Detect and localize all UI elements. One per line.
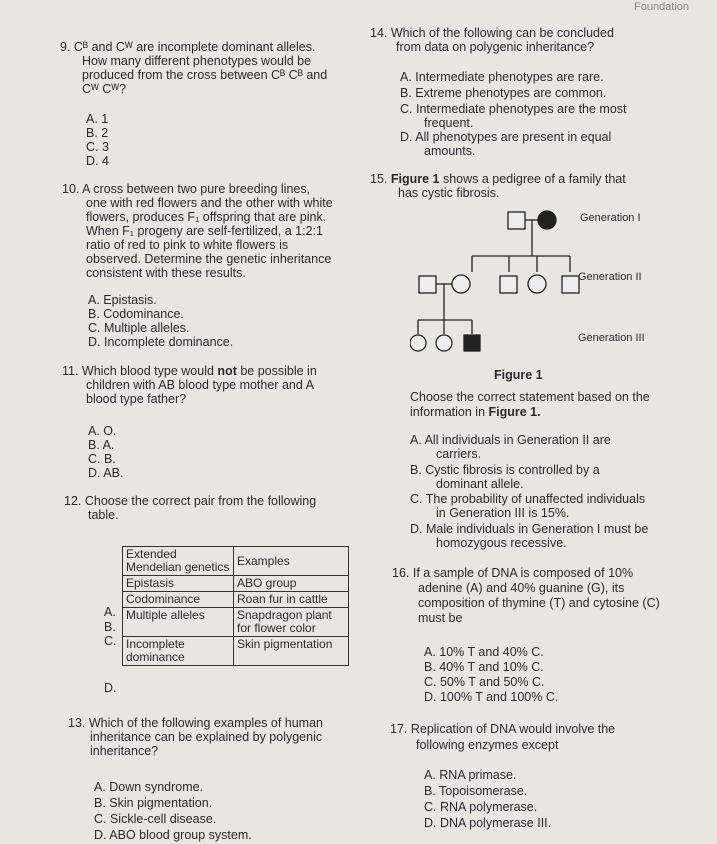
q9-line: 9. Cᴮ and Cᵂ are incomplete dominant alleles. bbox=[60, 40, 316, 54]
q16-option[interactable]: B. 40% T and 10% C. bbox=[424, 660, 544, 674]
table-header-row bbox=[123, 547, 349, 576]
q15-line: has cystic fibrosis. bbox=[398, 186, 500, 200]
q10-line: 10. A cross between two pure breeding lines, bbox=[62, 182, 311, 196]
q13-option[interactable]: A. Down syndrome. bbox=[94, 780, 204, 794]
q15-option[interactable]: A. All individuals in Generation II are bbox=[410, 433, 611, 447]
q10-line: consistent with these results. bbox=[86, 266, 246, 280]
pedigree-female-gen2 bbox=[452, 275, 470, 293]
q10-line: When F₁ progeny are self-fertilized, a 1:2:1 bbox=[86, 224, 323, 238]
q10-line: ratio of red to pink to white flowers is bbox=[86, 238, 289, 252]
q17-option[interactable]: B. Topoisomerase. bbox=[424, 784, 528, 798]
q15-option[interactable]: carriers. bbox=[436, 447, 482, 461]
q12-option-letter[interactable]: A. bbox=[104, 605, 116, 619]
q15-option[interactable]: dominant allele. bbox=[436, 477, 524, 491]
q9-line: produced from the cross between Cᴮ Cᴮ and bbox=[82, 68, 328, 82]
table-cell: Skin pigmentation bbox=[234, 637, 349, 666]
generation-label: Generation III bbox=[578, 332, 645, 344]
q11-option[interactable]: B. A. bbox=[88, 438, 115, 452]
q16-option[interactable]: C. 50% T and 50% C. bbox=[424, 675, 545, 689]
q10-option[interactable]: C. Multiple alleles. bbox=[88, 321, 190, 335]
table-header-cell: Examples bbox=[234, 547, 349, 576]
table-row bbox=[123, 576, 349, 592]
pedigree-female-gen3 bbox=[410, 335, 426, 351]
q14-option[interactable]: A. Intermediate phenotypes are rare. bbox=[400, 70, 604, 84]
q15-line: 15. Figure 1 shows a pedigree of a family that bbox=[370, 172, 626, 186]
q12-option-letter[interactable]: B. bbox=[104, 620, 116, 634]
table-cell: Snapdragon plant for flower color bbox=[234, 608, 349, 637]
q11-line: children with AB blood type mother and A bbox=[86, 378, 314, 392]
generation-label: Generation I bbox=[580, 212, 641, 224]
pedigree-female-gen2 bbox=[528, 275, 546, 293]
q13-line: inheritance can be explained by polygenic bbox=[90, 730, 323, 744]
q12-option-letter[interactable]: D. bbox=[104, 681, 117, 695]
table-cell: Incomplete dominance bbox=[123, 637, 234, 666]
table-header-cell: Extended Mendelian genetics bbox=[123, 547, 234, 576]
pedigree-spouse-gen2 bbox=[419, 276, 436, 293]
q15-prompt: Choose the correct statement based on the bbox=[410, 390, 650, 404]
q14-option[interactable]: amounts. bbox=[424, 144, 476, 158]
table-cell: Roan fur in cattle bbox=[234, 592, 349, 608]
figure-caption: Figure 1 bbox=[494, 368, 543, 382]
pedigree-affected-male-gen3 bbox=[464, 335, 480, 351]
q17-option[interactable]: C. RNA polymerase. bbox=[424, 800, 538, 814]
q11-line: blood type father? bbox=[86, 392, 187, 406]
q13-line: inheritance? bbox=[90, 744, 159, 758]
q10-line: observed. Determine the genetic inheritance bbox=[86, 252, 332, 266]
q17-option[interactable]: A. RNA primase. bbox=[424, 768, 517, 782]
q17-line: following enzymes except bbox=[416, 738, 559, 752]
q15-option[interactable]: C. The probability of unaffected individuals bbox=[410, 492, 646, 506]
q14-option[interactable]: D. All phenotypes are present in equal bbox=[400, 130, 612, 144]
q14-option[interactable]: B. Extreme phenotypes are common. bbox=[400, 86, 607, 100]
table-row bbox=[123, 637, 349, 666]
q13-option[interactable]: C. Sickle-cell disease. bbox=[94, 812, 217, 826]
pedigree-female-gen3 bbox=[436, 335, 452, 351]
q17-option[interactable]: D. DNA polymerase III. bbox=[424, 816, 552, 830]
pedigree-male-gen2 bbox=[500, 276, 517, 293]
q13-line: 13. Which of the following examples of human bbox=[68, 716, 323, 730]
q13-option[interactable]: D. ABO blood group system. bbox=[94, 828, 252, 842]
table-row bbox=[123, 608, 349, 637]
q9-option[interactable]: B. 2 bbox=[86, 126, 109, 140]
q14-line: 14. Which of the following can be concluded bbox=[370, 26, 614, 40]
q14-option[interactable]: frequent. bbox=[424, 116, 474, 130]
q9-line: Cᵂ Cᵂ? bbox=[82, 82, 127, 96]
page-header-label: Foundation bbox=[634, 1, 690, 13]
q12-option-letter[interactable]: C. bbox=[104, 634, 117, 648]
q9-line: How many different phenotypes would be bbox=[82, 54, 312, 68]
q16-line: composition of thymine (T) and cytosine (C) bbox=[418, 596, 660, 610]
q9-option[interactable]: C. 3 bbox=[86, 140, 109, 154]
q13-option[interactable]: B. Skin pigmentation. bbox=[94, 796, 213, 810]
q11-option[interactable]: A. O. bbox=[88, 424, 117, 438]
q15-option[interactable]: homozygous recessive. bbox=[436, 536, 567, 550]
q16-line: 16. If a sample of DNA is composed of 10% bbox=[392, 566, 634, 580]
q16-line: must be bbox=[418, 611, 463, 625]
table-row bbox=[123, 592, 349, 608]
table-cell: Epistasis bbox=[123, 576, 234, 592]
extended-genetics-table bbox=[122, 546, 349, 666]
pedigree-affected-female-gen1 bbox=[538, 211, 556, 229]
q14-line: from data on polygenic inheritance? bbox=[396, 40, 595, 54]
q9-option[interactable]: A. 1 bbox=[86, 112, 109, 126]
table-cell: Codominance bbox=[123, 592, 234, 608]
table-cell: ABO group bbox=[234, 576, 349, 592]
q16-line: adenine (A) and 40% guanine (G), its bbox=[418, 581, 625, 595]
q10-line: one with red flowers and the other with white bbox=[86, 196, 333, 210]
pedigree-male-gen1 bbox=[508, 212, 525, 229]
q16-option[interactable]: A. 10% T and 40% C. bbox=[424, 645, 544, 659]
q11-option[interactable]: C. B. bbox=[88, 452, 116, 466]
generation-label: Generation II bbox=[578, 271, 642, 283]
q17-line: 17. Replication of DNA would involve the bbox=[390, 722, 616, 736]
q10-line: flowers, produces F₁ offspring that are pink. bbox=[86, 210, 327, 224]
q16-option[interactable]: D. 100% T and 100% C. bbox=[424, 690, 559, 704]
q12-line: 12. Choose the correct pair from the following bbox=[64, 494, 317, 508]
q15-option[interactable]: B. Cystic fibrosis is controlled by a bbox=[410, 463, 600, 477]
q10-option[interactable]: A. Epistasis. bbox=[88, 293, 157, 307]
q11-line: 11. Which blood type would not be possible in bbox=[62, 364, 317, 378]
q15-option[interactable]: D. Male individuals in Generation I must be bbox=[410, 522, 649, 536]
table-cell: Multiple alleles bbox=[123, 608, 234, 637]
q11-option[interactable]: D. AB. bbox=[88, 466, 124, 480]
pedigree-male-gen2 bbox=[562, 276, 579, 293]
q12-line: table. bbox=[88, 508, 119, 522]
q14-option[interactable]: C. Intermediate phenotypes are the most bbox=[400, 102, 627, 116]
q9-option[interactable]: D. 4 bbox=[86, 154, 109, 168]
q10-option[interactable]: D. Incomplete dominance. bbox=[88, 335, 234, 349]
q15-prompt: information in Figure 1. bbox=[410, 405, 541, 419]
q15-option[interactable]: in Generation III is 15%. bbox=[436, 506, 570, 520]
q10-option[interactable]: B. Codominance. bbox=[88, 307, 184, 321]
pedigree-chart bbox=[410, 204, 580, 356]
